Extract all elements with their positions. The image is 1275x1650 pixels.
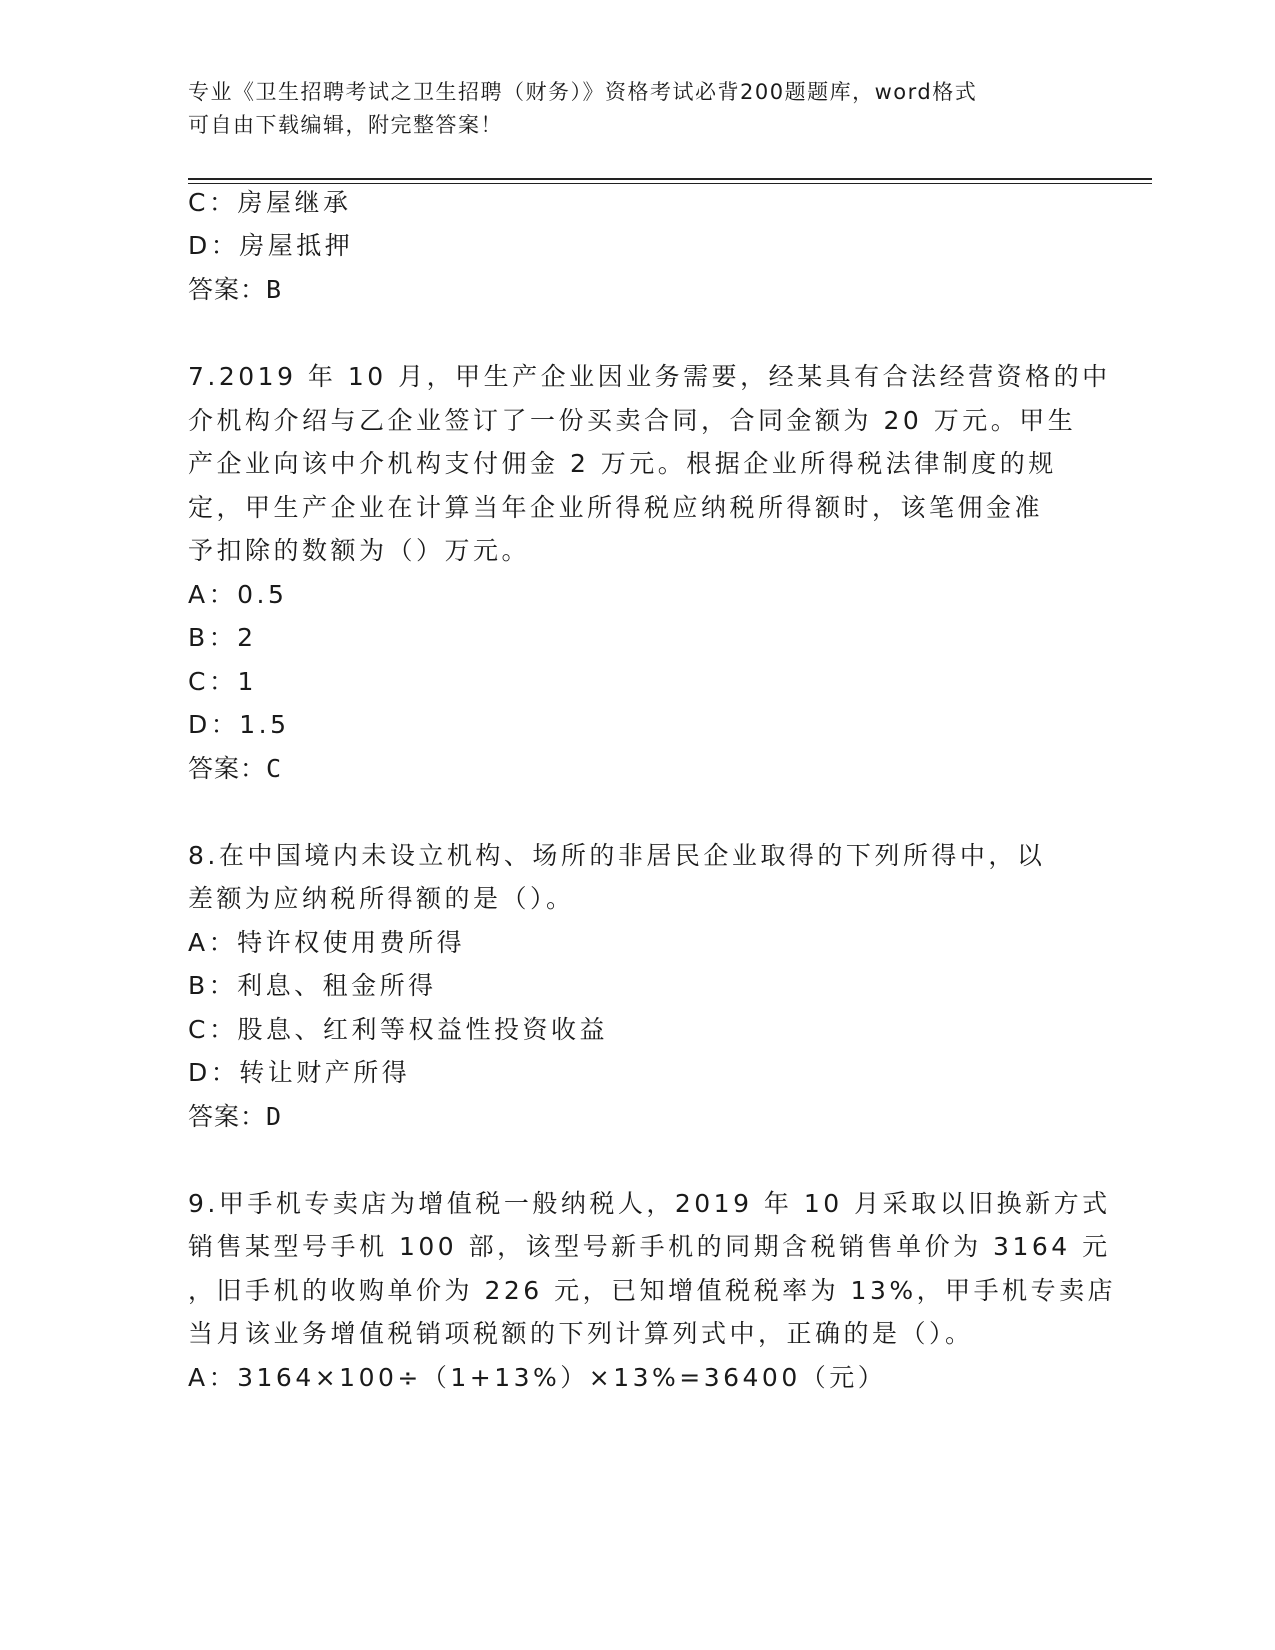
header-line-2: 可自由下载编辑，附完整答案！	[188, 113, 503, 137]
q6-option-c: C：房屋继承	[188, 188, 352, 217]
answer-label: 答案：	[188, 754, 267, 783]
answer-value: B	[266, 275, 283, 304]
q7-option-a: A：0.5	[188, 580, 288, 609]
answer-label: 答案：	[188, 1102, 267, 1131]
q7-text-line: 产企业向该中介机构支付佣金 2 万元。根据企业所得税法律制度的规	[188, 449, 1057, 478]
q7-text-line: 定，甲生产企业在计算当年企业所得税应纳税所得额时，该笔佣金准	[188, 493, 1044, 522]
q9-text-line: 当月该业务增值税销项税额的下列计算列式中，正确的是（）。	[188, 1319, 974, 1348]
q7-text-line: 介机构介绍与乙企业签订了一份买卖合同，合同金额为 20 万元。甲生	[188, 406, 1077, 435]
q8-option-d: D：转让财产所得	[188, 1058, 411, 1087]
answer-value: D	[266, 1102, 283, 1131]
header-divider-thin	[188, 183, 1152, 184]
q7-option-b: B：2	[188, 623, 257, 652]
q7-option-d: D：1.5	[188, 710, 290, 739]
answer-label: 答案：	[188, 275, 267, 304]
answer-value: C	[266, 754, 283, 783]
q8-answer	[188, 1102, 282, 1132]
header-line-1: 专业《卫生招聘考试之卫生招聘（财务）》资格考试必背200题题库，word格式	[188, 80, 978, 104]
q7-option-c: C：1	[188, 667, 257, 696]
q8-text-line: 差额为应纳税所得额的是（）。	[188, 884, 575, 913]
q9-text-line: ，旧手机的收购单价为 226 元，已知增值税税率为 13%，甲手机专卖店	[188, 1276, 1117, 1305]
q7-text-line: 予扣除的数额为（）万元。	[188, 536, 531, 565]
q6-option-d: D：房屋抵押	[188, 231, 354, 260]
q6-answer	[188, 275, 282, 305]
q8-option-a: A：特许权使用费所得	[188, 928, 466, 957]
q7-text-line: 7.2019 年 10 月，甲生产企业因业务需要，经某具有合法经营资格的中	[188, 362, 1111, 391]
header-divider	[188, 178, 1152, 180]
q9-text-line: 销售某型号手机 100 部，该型号新手机的同期含税销售单价为 3164 元	[188, 1232, 1111, 1261]
q9-option-a: A：3164×100÷（1+13%）×13%=36400（元）	[188, 1363, 887, 1392]
document-header	[188, 76, 1088, 142]
q8-option-b: B：利息、租金所得	[188, 971, 437, 1000]
q7-answer	[188, 754, 282, 784]
q9-text-line: 9.甲手机专卖店为增值税一般纳税人，2019 年 10 月采取以旧换新方式	[188, 1189, 1111, 1218]
q8-option-c: C：股息、红利等权益性投资收益	[188, 1015, 608, 1044]
q8-text-line: 8.在中国境内未设立机构、场所的非居民企业取得的下列所得中，以	[188, 841, 1046, 870]
